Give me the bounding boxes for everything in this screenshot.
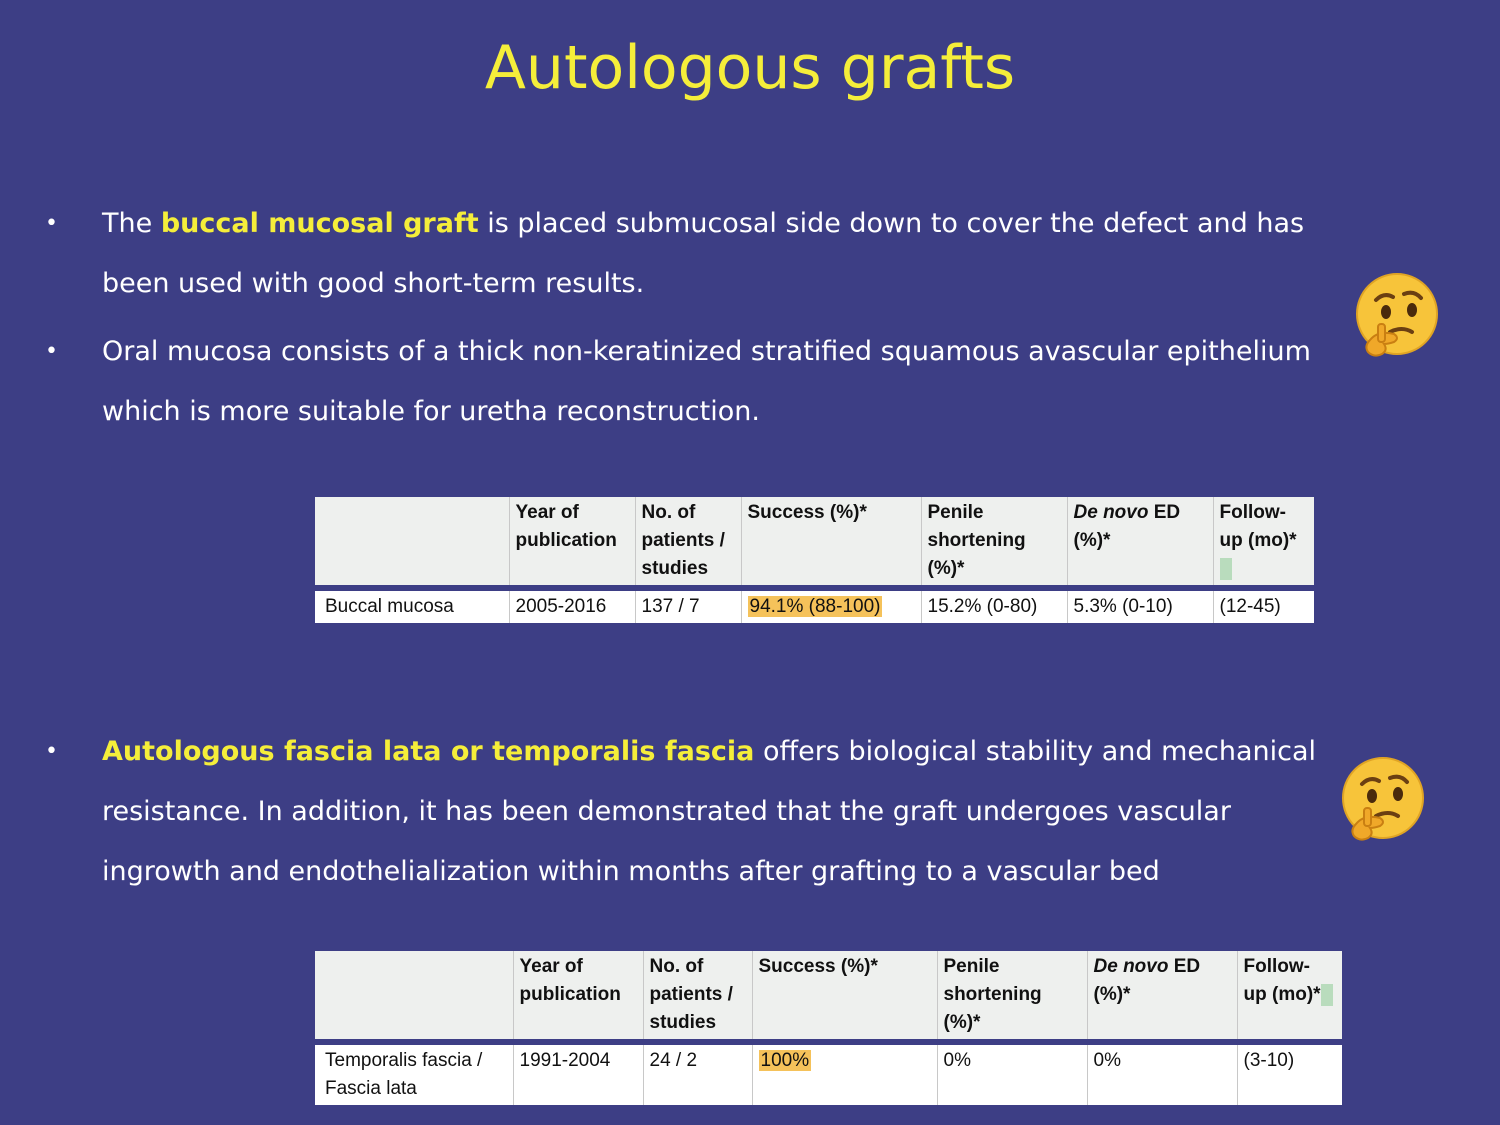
header-line: up (mo)* [1219, 530, 1297, 551]
header-follow-up [1237, 951, 1342, 1042]
header-line: shortening [943, 984, 1042, 1005]
header-de-novo-ed [1087, 951, 1237, 1042]
cell-de-novo-ed: 5.3% (0-10) [1067, 588, 1213, 623]
bullet-text [102, 722, 1316, 902]
cell-de-novo-ed: 0% [1087, 1042, 1237, 1105]
header-line: Penile [927, 502, 984, 523]
header-italic: De novo [1093, 956, 1169, 977]
cell-follow-up: (3-10) [1237, 1042, 1342, 1105]
thinking-face-icon [1352, 272, 1442, 362]
header-empty [315, 497, 509, 588]
header-line: No. of [649, 956, 704, 977]
bullet-text [102, 194, 1304, 314]
header-line: Follow- [1219, 502, 1286, 523]
bullet-text-line: Oral mucosa consists of a thick non-keratinized stratified squamous avascular epithelium [102, 336, 1311, 367]
header-success [752, 951, 937, 1042]
header-line: studies [649, 1012, 717, 1033]
header-patients [635, 497, 741, 588]
header-empty [315, 951, 513, 1042]
success-highlight: 100% [760, 1050, 810, 1071]
header-line: publication [519, 984, 621, 1005]
header-year [509, 497, 635, 588]
success-highlight: 94.1% (88-100) [749, 596, 881, 617]
cell-marker [1220, 558, 1232, 580]
cell-patients: 24 / 2 [643, 1042, 752, 1105]
header-line: Follow- [1243, 956, 1310, 977]
header-penile-shortening [921, 497, 1067, 588]
cell-marker [1321, 984, 1333, 1006]
table-header-row [315, 497, 1314, 588]
bullet-text-part: offers biological stability and mechanical [754, 736, 1317, 767]
header-line: Success (%)* [758, 956, 878, 977]
cell-success [752, 1042, 937, 1105]
header-line: (%)* [943, 1012, 981, 1033]
header-line: ED [1148, 502, 1181, 523]
row-label-line: Fascia lata [325, 1078, 417, 1099]
header-italic: De novo [1073, 502, 1149, 523]
header-line: ED [1168, 956, 1201, 977]
header-line: (%)* [927, 558, 965, 579]
bullet-oral-mucosa [45, 322, 1345, 442]
bullet-text-part: is placed submucosal side down to cover the defect and has [478, 208, 1305, 239]
header-line: Success (%)* [747, 502, 867, 523]
bullet-text [102, 322, 1311, 442]
row-label [315, 1042, 513, 1105]
bullet-text-line: been used with good short-term results. [102, 268, 645, 299]
bullet-marker: • [45, 739, 58, 764]
table-row [315, 1042, 1342, 1105]
row-label-line: Temporalis fascia / [325, 1050, 483, 1071]
highlight-buccal-graft: buccal mucosal graft [160, 208, 479, 239]
header-line: shortening [927, 530, 1026, 551]
cell-patients: 137 / 7 [635, 588, 741, 623]
header-line: Year of [515, 502, 579, 523]
fascia-table [315, 951, 1342, 1105]
header-line: patients / [641, 530, 725, 551]
slide-title: Autologous grafts [484, 33, 1016, 103]
bullet-marker: • [45, 211, 58, 236]
header-line: Penile [943, 956, 1000, 977]
header-de-novo-ed [1067, 497, 1213, 588]
header-line: studies [641, 558, 709, 579]
header-line: up (mo)* [1243, 984, 1321, 1005]
header-line: patients / [649, 984, 733, 1005]
header-success [741, 497, 921, 588]
header-follow-up [1213, 497, 1314, 588]
thinking-face-icon [1338, 756, 1428, 846]
bullet-fascia-graft [45, 722, 1345, 902]
buccal-mucosa-table [315, 497, 1314, 623]
cell-follow-up: (12-45) [1213, 588, 1314, 623]
cell-penile-shortening: 15.2% (0-80) [921, 588, 1067, 623]
header-patients [643, 951, 752, 1042]
row-label: Buccal mucosa [315, 588, 509, 623]
bullet-buccal-graft [45, 194, 1345, 314]
header-line: (%)* [1073, 530, 1111, 551]
header-year [513, 951, 643, 1042]
header-line: publication [515, 530, 617, 551]
header-penile-shortening [937, 951, 1087, 1042]
bullet-text-line: which is more suitable for uretha reconstruction. [102, 396, 760, 427]
table-header-row [315, 951, 1342, 1042]
header-line: (%)* [1093, 984, 1131, 1005]
cell-year: 2005-2016 [509, 588, 635, 623]
cell-penile-shortening: 0% [937, 1042, 1087, 1105]
highlight-fascia-graft: Autologous fascia lata or temporalis fascia [102, 736, 755, 767]
bullet-text-line: resistance. In addition, it has been demonstrated that the graft undergoes vascular [102, 796, 1231, 827]
bullet-text-part: The [102, 208, 161, 239]
header-line: No. of [641, 502, 696, 523]
bullet-marker: • [45, 339, 58, 364]
table-row [315, 588, 1314, 623]
cell-success [741, 588, 921, 623]
bullet-text-line: ingrowth and endothelialization within months after grafting to a vascular bed [102, 856, 1160, 887]
cell-year: 1991-2004 [513, 1042, 643, 1105]
header-line: Year of [519, 956, 583, 977]
